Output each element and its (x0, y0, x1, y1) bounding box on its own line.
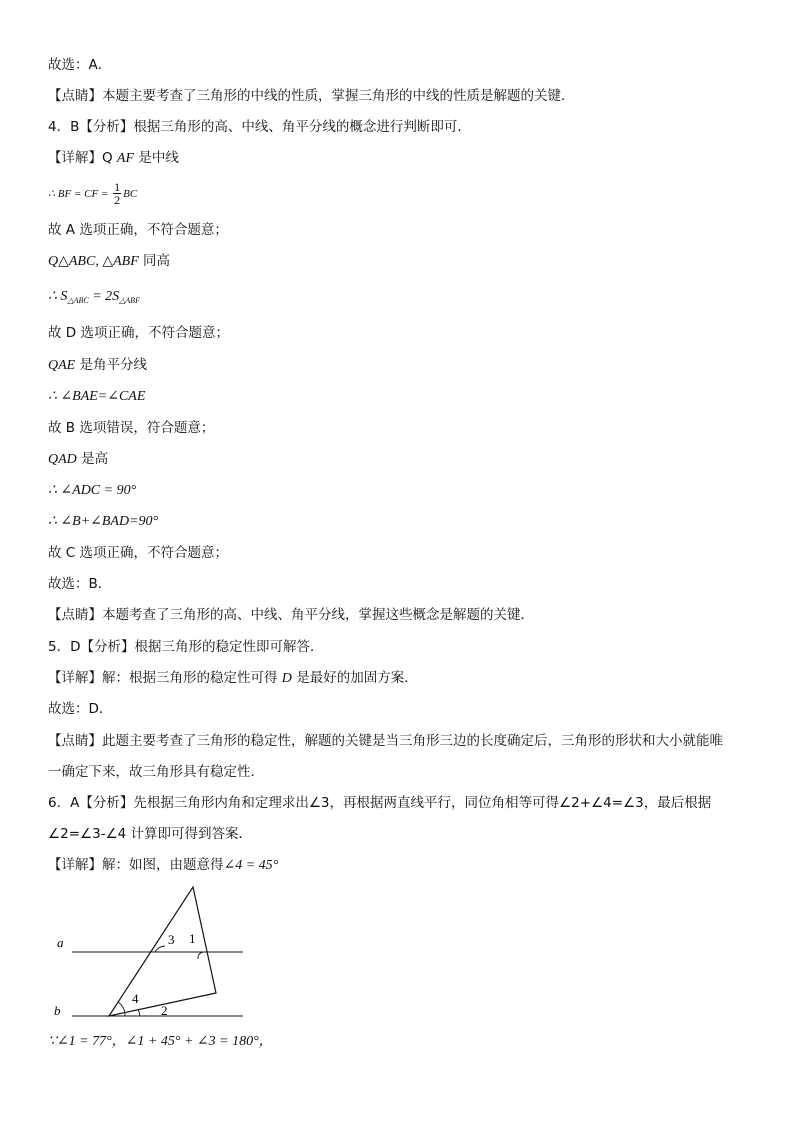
text: 同高 (138, 253, 171, 269)
text: 6．A【分析】先根据三角形内角和定理求出∠3，再根据两直线平行，同位角相等可得∠2+∠4=∠3，最后根据 (48, 795, 712, 811)
label-b: b (54, 1003, 61, 1018)
subscript: △ABF (119, 296, 140, 305)
q4-detail-start (48, 148, 754, 169)
text: 故选：B． (48, 576, 112, 592)
comment-line-3 (48, 86, 754, 106)
q4-answer (48, 574, 754, 594)
angle-label-2: 2 (161, 1003, 168, 1018)
text: 【详解】Q (48, 150, 117, 166)
text: 是中线 (134, 150, 179, 166)
math: ∴ S (48, 289, 68, 304)
q5-answer (48, 699, 754, 719)
q4-formula-bf-cf (48, 180, 754, 207)
q6-computation (48, 1031, 754, 1052)
text: 一确定下来，故三角形具有稳定性． (48, 764, 264, 780)
q4-option-a (48, 220, 754, 240)
math: Q△ABC, △ABF (48, 254, 139, 269)
arc-1 (198, 952, 204, 959)
text: 【详解】解：如图，由题意得 (48, 857, 224, 873)
q4-right-angle (48, 480, 754, 501)
text: 【点睛】本题主要考查了三角形的中线的性质，掌握三角形的中线的性质是解题的关键． (48, 88, 575, 104)
arc-3 (155, 946, 165, 952)
denominator: 2 (114, 192, 121, 207)
math: ∴ ∠B+∠BAD=90° (48, 514, 159, 529)
math: QAD (48, 452, 77, 467)
text: 【点睛】本题考查了三角形的高、中线、角平分线，掌握这些概念是解题的关键． (48, 607, 534, 623)
math: AF (116, 151, 135, 166)
text: 【点睛】此题主要考查了三角形的稳定性，解题的关键是当三角形三边的长度确定后，三角形的形状和大小就能唯 (48, 733, 723, 749)
q4-option-d (48, 323, 754, 343)
math: D (281, 671, 292, 686)
text: 故 B 选项错误，符合题意； (48, 420, 215, 436)
answer-line-3 (48, 55, 754, 75)
numerator: 1 (114, 179, 121, 194)
q5-analysis (48, 637, 754, 657)
math: ∵∠1 = 77°，∠1 + 45° + ∠3 = 180°， (48, 1034, 273, 1049)
q4-option-c (48, 543, 754, 563)
label-a: a (57, 935, 64, 950)
math: BC (123, 188, 138, 200)
q4-angle-equal (48, 386, 754, 407)
text: 故 A 选项正确，不符合题意； (48, 222, 228, 238)
q6-analysis-1 (48, 793, 754, 813)
math: ∴ BF = CF = (48, 188, 112, 200)
math: ∴ ∠ADC = 90° (48, 483, 137, 498)
math: = 2S (88, 289, 120, 304)
angle-label-3: 3 (168, 932, 175, 947)
q5-comment-2 (48, 762, 754, 782)
angle-label-1: 1 (189, 931, 196, 946)
q4-same-height (48, 251, 754, 272)
text: 故 C 选项正确，不符合题意； (48, 545, 229, 561)
text: 【详解】解：根据三角形的稳定性可得 (48, 670, 282, 686)
q6-analysis-2 (48, 824, 754, 844)
text: 故选：A． (48, 57, 112, 73)
math: ∴ ∠BAE=∠CAE (48, 389, 146, 404)
math: QAE (48, 358, 76, 373)
text: 故 D 选项正确，不符合题意； (48, 325, 229, 341)
angle-label-4: 4 (132, 991, 139, 1006)
q5-comment-1 (48, 731, 754, 751)
q4-option-b (48, 418, 754, 438)
q4-bisector (48, 355, 754, 376)
text: 是高 (76, 451, 109, 467)
subscript: △ABC (67, 296, 89, 305)
geometry-figure (40, 870, 280, 1040)
text: ∠2=∠3-∠4 计算即可得到答案． (48, 826, 253, 842)
text: 故选：D． (48, 701, 113, 717)
math: ∠4 = 45° (223, 858, 279, 873)
text: 4．B【分析】根据三角形的高、中线、角平分线的概念进行判断即可． (48, 119, 471, 135)
text: 是最好的加固方案． (291, 670, 418, 686)
q5-detail (48, 668, 754, 689)
text: 是角平分线 (75, 357, 148, 373)
q4-comment (48, 605, 754, 625)
q4-area-formula (48, 286, 754, 311)
q4-altitude (48, 449, 754, 470)
q4-angle-sum (48, 511, 754, 532)
fraction (113, 181, 121, 206)
text: 5．D【分析】根据三角形的稳定性即可解答． (48, 639, 324, 655)
q4-analysis (48, 117, 754, 137)
